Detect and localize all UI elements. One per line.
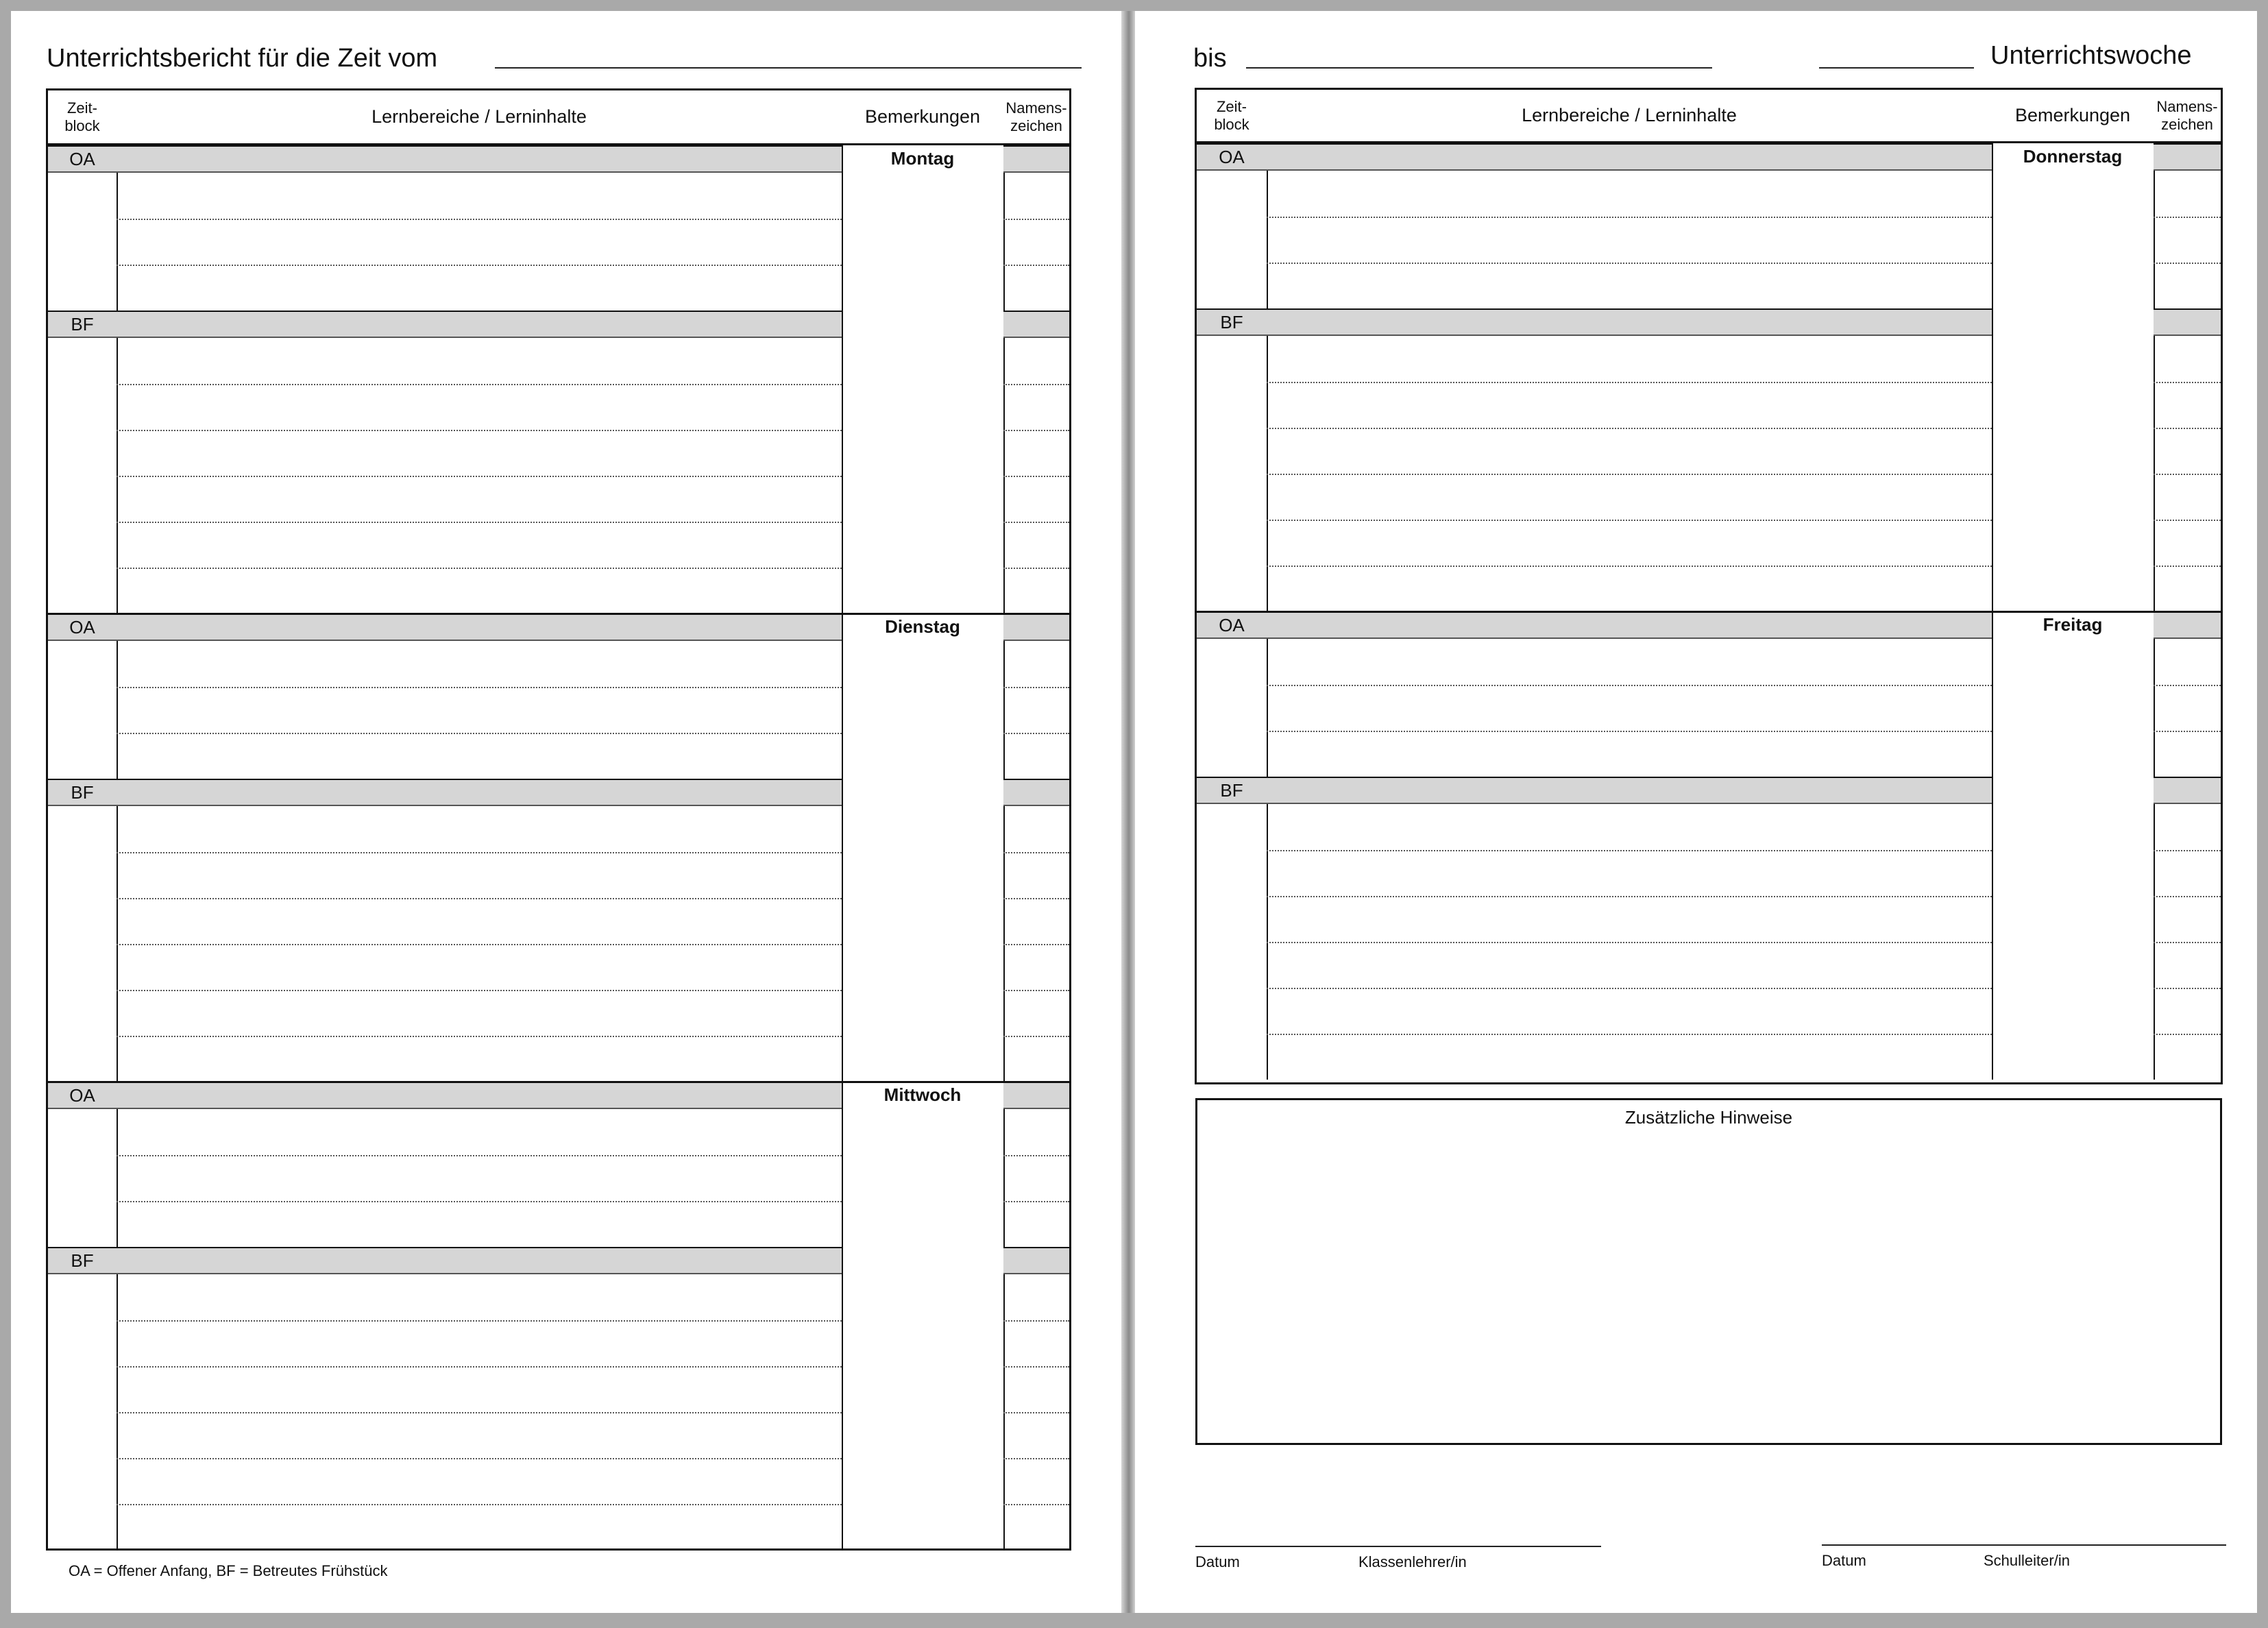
lerninhalt-row[interactable] [117, 1412, 842, 1458]
lerninhalt-row[interactable] [117, 522, 842, 568]
left-title: Unterrichtsbericht für die Zeit vom [47, 44, 438, 73]
lerninhalt-row[interactable] [1267, 685, 1992, 731]
lerninhalt-row[interactable] [117, 1201, 842, 1247]
lerninhalt-row[interactable] [117, 806, 842, 852]
namenszeichen-cell[interactable] [1003, 219, 1069, 265]
lerninhalt-row[interactable] [117, 1458, 842, 1504]
namenszeichen-cell[interactable] [1003, 641, 1069, 687]
namenszeichen-cell[interactable] [1003, 384, 1069, 430]
date-to-line[interactable] [1246, 67, 1712, 69]
lerninhalt-row[interactable] [117, 898, 842, 944]
block-band-bf-left [1197, 308, 1992, 336]
namenszeichen-cell[interactable] [2154, 171, 2221, 217]
namenszeichen-cell[interactable] [2154, 382, 2221, 428]
block-label-oa: OA [69, 617, 95, 637]
namenszeichen-cell[interactable] [2154, 896, 2221, 942]
lerninhalt-row[interactable] [117, 1274, 842, 1320]
namenszeichen-cell[interactable] [1003, 1036, 1069, 1082]
block-label-bf: BF [71, 1250, 94, 1271]
day-label-donnerstag: Donnerstag [2023, 146, 2123, 167]
namenszeichen-cell[interactable] [2154, 850, 2221, 896]
block-label-bf: BF [1220, 312, 1243, 332]
namenszeichen-cell[interactable] [1003, 568, 1069, 613]
block-band-oa-left [48, 613, 842, 641]
block-band-bf-left [48, 1247, 842, 1274]
lerninhalt-row[interactable] [1267, 896, 1992, 942]
title-unterrichtswoche: Unterrichtswoche [1990, 41, 2192, 70]
lerninhalt-row[interactable] [1267, 382, 1992, 428]
namenszeichen-cell[interactable] [1003, 898, 1069, 944]
week-number-line[interactable] [1819, 67, 1974, 69]
namenszeichen-cell[interactable] [2154, 988, 2221, 1034]
lerninhalt-row[interactable] [117, 641, 842, 687]
lerninhalt-row[interactable] [1267, 428, 1992, 474]
lerninhalt-row[interactable] [117, 476, 842, 522]
lerninhalt-row[interactable] [117, 384, 842, 430]
namenszeichen-cell[interactable] [1003, 990, 1069, 1036]
lerninhalt-row[interactable] [117, 990, 842, 1036]
lerninhalt-row[interactable] [117, 1109, 842, 1155]
lerninhalt-row[interactable] [117, 338, 842, 384]
lerninhalt-row[interactable] [117, 173, 842, 219]
namenszeichen-cell[interactable] [1003, 1366, 1069, 1412]
block-label-bf: BF [71, 314, 94, 335]
namenszeichen-cell[interactable] [1003, 806, 1069, 852]
namenszeichen-cell[interactable] [1003, 173, 1069, 219]
lerninhalt-row[interactable] [117, 852, 842, 898]
namenszeichen-cell[interactable] [1003, 852, 1069, 898]
bemerkungen-cell-freitag[interactable] [1992, 639, 2154, 1080]
namenszeichen-cell[interactable] [2154, 942, 2221, 988]
block-band-bf-right [1003, 311, 1069, 338]
block-band-bf-left [48, 779, 842, 806]
column-header-lernbereiche: Lernbereiche / Lerninhalte [371, 106, 587, 127]
column-header-bemerkungen: Bemerkungen [2014, 104, 2131, 125]
lerninhalt-row[interactable] [1267, 639, 1992, 685]
column-header-lernbereiche: Lernbereiche / Lerninhalte [1522, 104, 1737, 125]
signature-line-principal[interactable] [1822, 1544, 2226, 1546]
block-band-oa-right [1003, 613, 1069, 641]
block-band-bf-left [1197, 777, 1992, 804]
right-page [1135, 11, 2257, 1613]
namenszeichen-cell[interactable] [1003, 1458, 1069, 1504]
column-header-zeitblock: Zeit- block [1214, 98, 1249, 133]
block-label-oa: OA [1219, 615, 1245, 635]
block-band-oa-left [48, 1082, 842, 1109]
left-report-table [46, 88, 1071, 1551]
block-band-oa-left [1197, 611, 1992, 639]
namenszeichen-cell[interactable] [2154, 639, 2221, 685]
namenszeichen-cell[interactable] [1003, 265, 1069, 311]
lerninhalt-row[interactable] [1267, 988, 1992, 1034]
column-header-namenszeichen: Namens- zeichen [1005, 99, 1067, 134]
lerninhalt-row[interactable] [117, 1366, 842, 1412]
day-label-mittwoch: Mittwoch [883, 1084, 962, 1105]
lerninhalt-row[interactable] [117, 430, 842, 476]
namenszeichen-cell[interactable] [1003, 1504, 1069, 1550]
lerninhalt-row[interactable] [1267, 520, 1992, 566]
lerninhalt-row[interactable] [1267, 942, 1992, 988]
block-label-oa: OA [1219, 147, 1245, 167]
title-bis: bis [1193, 44, 1227, 73]
block-band-bf-left [48, 311, 842, 338]
lerninhalt-row[interactable] [1267, 336, 1992, 382]
namenszeichen-cell[interactable] [2154, 217, 2221, 263]
namenszeichen-cell[interactable] [2154, 520, 2221, 566]
lerninhalt-row[interactable] [117, 1504, 842, 1550]
footnote: OA = Offener Anfang, BF = Betreutes Frühstück [69, 1562, 388, 1579]
block-label-bf: BF [71, 782, 94, 803]
block-band-bf-right [2154, 777, 2221, 804]
namenszeichen-cell[interactable] [1003, 1155, 1069, 1201]
column-header-zeitblock: Zeit- block [64, 99, 100, 134]
lerninhalt-row[interactable] [1267, 217, 1992, 263]
block-band-oa-right [2154, 143, 2221, 171]
namenszeichen-cell[interactable] [2154, 566, 2221, 611]
lerninhalt-row[interactable] [117, 1036, 842, 1082]
namenszeichen-cell[interactable] [1003, 1201, 1069, 1247]
lerninhalt-row[interactable] [1267, 474, 1992, 520]
column-header-bemerkungen: Bemerkungen [864, 106, 981, 127]
block-band-bf-right [1003, 1247, 1069, 1274]
namenszeichen-cell[interactable] [1003, 338, 1069, 384]
bemerkungen-cell-mittwoch[interactable] [842, 1109, 1003, 1550]
lerninhalt-row[interactable] [117, 1320, 842, 1366]
lerninhalt-row[interactable] [1267, 850, 1992, 896]
block-band-oa-right [2154, 611, 2221, 639]
namenszeichen-cell[interactable] [1003, 522, 1069, 568]
right-report-table [1195, 88, 2223, 1084]
lerninhalt-row[interactable] [117, 687, 842, 733]
bemerkungen-cell-dienstag[interactable] [842, 641, 1003, 1082]
lerninhalt-row[interactable] [1267, 566, 1992, 611]
additional-hints-box[interactable] [1195, 1098, 2222, 1445]
book-gutter [1121, 11, 1135, 1613]
lerninhalt-row[interactable] [1267, 1034, 1992, 1080]
namenszeichen-cell[interactable] [2154, 263, 2221, 308]
lerninhalt-row[interactable] [117, 1155, 842, 1201]
block-band-bf-right [2154, 308, 2221, 336]
label-datum-2: Datum [1822, 1552, 1866, 1569]
signature-line-teacher[interactable] [1195, 1546, 1601, 1547]
hints-title: Zusätzliche Hinweise [1624, 1107, 1793, 1128]
lerninhalt-row[interactable] [117, 568, 842, 613]
namenszeichen-cell[interactable] [1003, 430, 1069, 476]
block-label-bf: BF [1220, 780, 1243, 801]
lerninhalt-row[interactable] [117, 265, 842, 311]
block-band-oa-left [48, 145, 842, 173]
namenszeichen-cell[interactable] [2154, 1034, 2221, 1080]
namenszeichen-cell[interactable] [1003, 1412, 1069, 1458]
namenszeichen-cell[interactable] [1003, 1320, 1069, 1366]
label-datum-1: Datum [1195, 1553, 1240, 1570]
lerninhalt-row[interactable] [1267, 171, 1992, 217]
namenszeichen-cell[interactable] [1003, 1109, 1069, 1155]
table-header [48, 90, 1069, 145]
column-header-namenszeichen: Namens- zeichen [2156, 98, 2218, 133]
bemerkungen-cell-donnerstag[interactable] [1992, 171, 2154, 611]
lerninhalt-row[interactable] [1267, 804, 1992, 850]
lerninhalt-row[interactable] [1267, 263, 1992, 308]
lerninhalt-row[interactable] [1267, 731, 1992, 777]
namenszeichen-cell[interactable] [2154, 336, 2221, 382]
block-band-oa-right [1003, 1082, 1069, 1109]
day-label-montag: Montag [890, 148, 955, 169]
lerninhalt-row[interactable] [117, 219, 842, 265]
namenszeichen-cell[interactable] [1003, 476, 1069, 522]
day-label-dienstag: Dienstag [885, 616, 960, 637]
bemerkungen-cell-montag[interactable] [842, 173, 1003, 613]
block-label-oa: OA [69, 149, 95, 169]
block-band-bf-right [1003, 779, 1069, 806]
namenszeichen-cell[interactable] [2154, 428, 2221, 474]
day-label-freitag: Freitag [2043, 614, 2103, 635]
date-from-line[interactable] [495, 67, 1082, 69]
namenszeichen-cell[interactable] [1003, 687, 1069, 733]
namenszeichen-cell[interactable] [2154, 804, 2221, 850]
label-klassenlehrer: Klassenlehrer/in [1358, 1553, 1467, 1570]
left-page [11, 11, 1121, 1613]
label-schulleiter: Schulleiter/in [1984, 1552, 2070, 1569]
namenszeichen-cell[interactable] [2154, 731, 2221, 777]
lerninhalt-row[interactable] [117, 733, 842, 779]
block-band-oa-right [1003, 145, 1069, 173]
table-header [1197, 90, 2221, 143]
namenszeichen-cell[interactable] [1003, 733, 1069, 779]
namenszeichen-cell[interactable] [2154, 685, 2221, 731]
lerninhalt-row[interactable] [117, 944, 842, 990]
namenszeichen-cell[interactable] [1003, 944, 1069, 990]
namenszeichen-cell[interactable] [2154, 474, 2221, 520]
block-label-oa: OA [69, 1085, 95, 1106]
namenszeichen-cell[interactable] [1003, 1274, 1069, 1320]
block-band-oa-left [1197, 143, 1992, 171]
